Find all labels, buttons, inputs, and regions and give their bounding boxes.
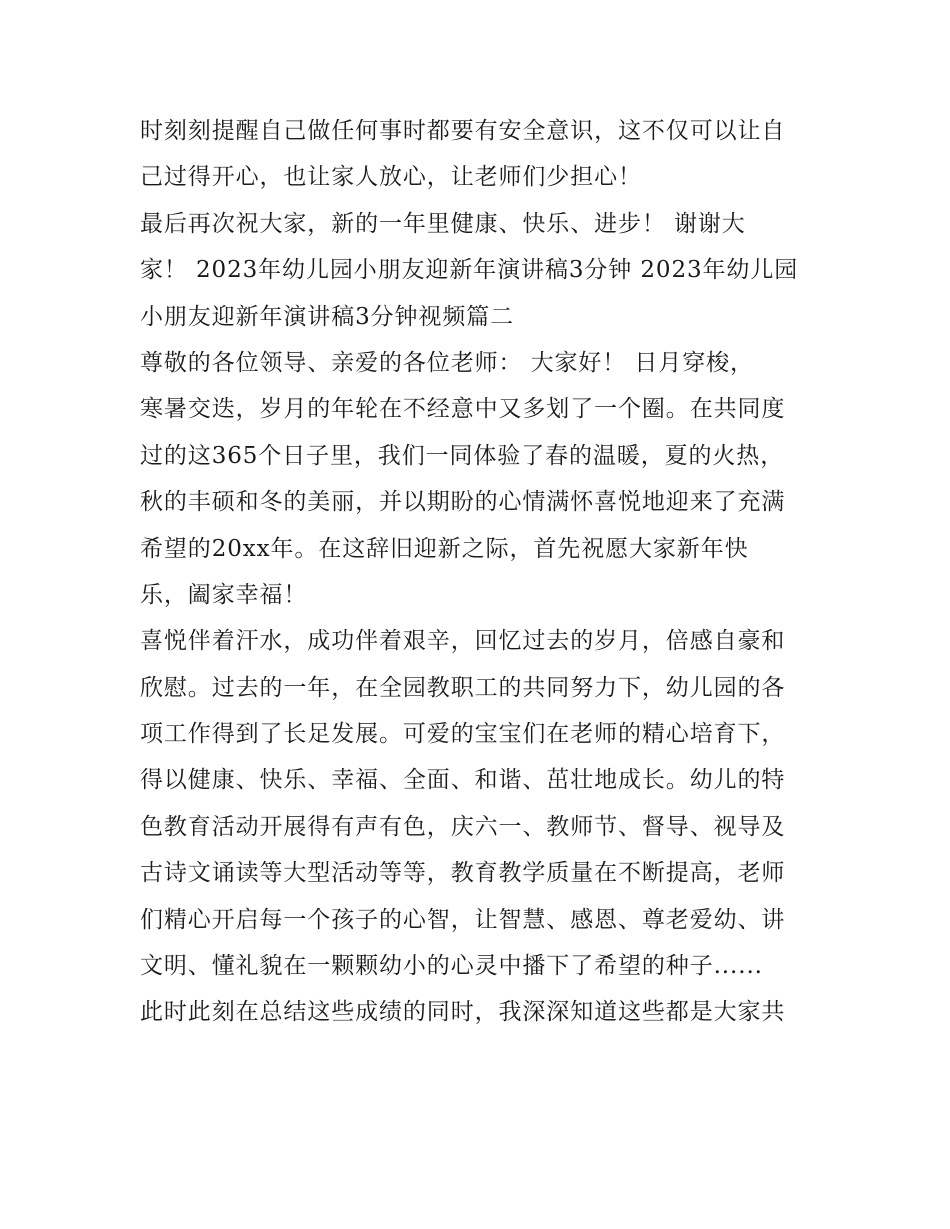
text-line: 希望的20xx年。在这辞旧迎新之际，首先祝愿大家新年快 bbox=[140, 535, 749, 562]
text-line: 喜悦伴着汗水，成功伴着艰辛，回忆过去的岁月，倍感自豪和 bbox=[140, 628, 786, 655]
text-line: 乐，阖家幸福！ bbox=[140, 581, 308, 608]
text-line: 得以健康、快乐、幸福、全面、和谐、茁壮地成长。幼儿的特 bbox=[140, 767, 786, 794]
text-line: 家！ 2023年幼儿园小朋友迎新年演讲稿3分钟 2023年幼儿园 bbox=[140, 257, 799, 284]
text-line: 此时此刻在总结这些成绩的同时，我深深知道这些都是大家共 bbox=[140, 999, 786, 1026]
text-line: 小朋友迎新年演讲稿3分钟视频篇二 bbox=[140, 303, 515, 330]
text-line: 文明、懂礼貌在一颗颗幼小的心灵中播下了希望的种子...... bbox=[140, 953, 763, 980]
text-line: 时刻刻提醒自己做任何事时都要有安全意识，这不仅可以让自 bbox=[140, 118, 786, 144]
text-line: 尊敬的各位领导、亲爱的各位老师： 大家好！ 日月穿梭， bbox=[140, 349, 754, 376]
text-line: 过的这365个日子里，我们一同体验了春的温暖，夏的火热， bbox=[140, 442, 785, 469]
text-line: 最后再次祝大家，新的一年里健康、快乐、进步！ 谢谢大 bbox=[140, 210, 746, 237]
text-line: 们精心开启每一个孩子的心智，让智慧、感恩、尊老爱幼、讲 bbox=[140, 906, 786, 933]
document-body bbox=[140, 108, 820, 1036]
text-line: 寒暑交迭，岁月的年轮在不经意中又多划了一个圈。在共同度 bbox=[140, 396, 786, 423]
text-line: 色教育活动开展得有声有色，庆六一、教师节、督导、视导及 bbox=[140, 813, 786, 840]
text-line: 己过得开心，也让家人放心，让老师们少担心！ bbox=[140, 164, 642, 191]
text-line: 欣慰。过去的一年，在全园教职工的共同努力下，幼儿园的各 bbox=[140, 674, 786, 701]
text-line: 项工作得到了长足发展。可爱的宝宝们在老师的精心培育下， bbox=[140, 721, 786, 748]
text-line: 秋的丰硕和冬的美丽，并以期盼的心情满怀喜悦地迎来了充满 bbox=[140, 489, 786, 516]
text-line: 古诗文诵读等大型活动等等，教育教学质量在不断提高，老师 bbox=[140, 860, 786, 887]
